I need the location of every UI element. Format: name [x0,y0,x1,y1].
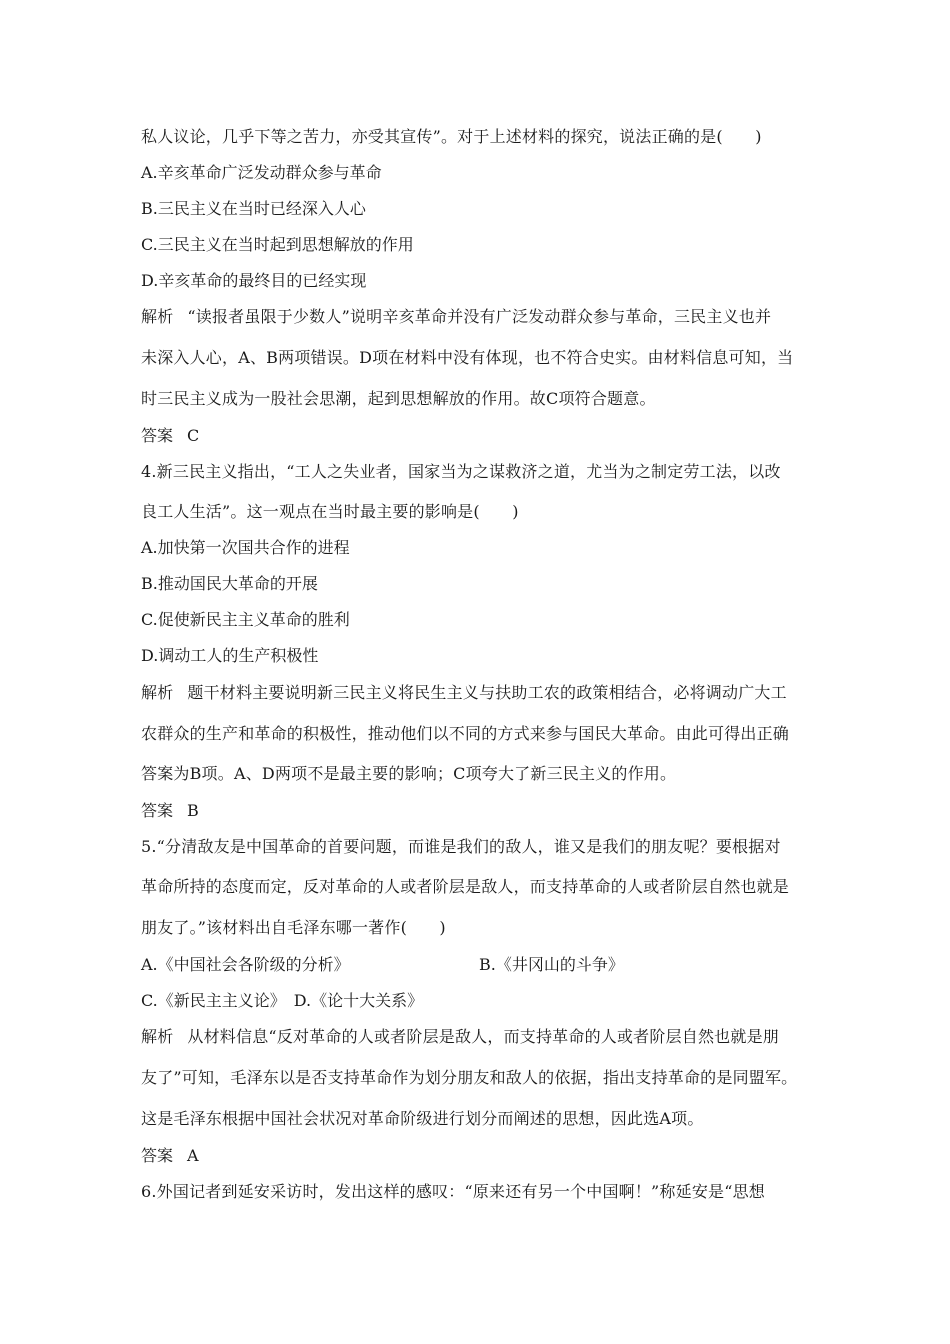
q5-stem-line-3: 朋友了。”该材料出自毛泽东哪一著作( ) [141,918,446,937]
q4-analysis-line-1 [141,683,787,703]
q3-answer [141,426,199,446]
q3-option-a: A.辛亥革命广泛发动群众参与革命 [141,163,382,182]
q5-analysis-line-1 [141,1027,779,1047]
q4-answer-label: 答案 [141,801,174,820]
q4-option-b: B.推动国民大革命的开展 [141,574,318,593]
q3-answer-value: C [187,426,200,445]
q5-analysis-text-1: 从材料信息“反对革命的人或者阶层是敌人，而支持革命的人或者阶层自然也就是朋 [187,1027,779,1046]
q5-answer [141,1146,199,1166]
q4-option-d: D.调动工人的生产积极性 [141,646,319,665]
q4-answer-value: B [187,801,199,820]
q5-answer-label: 答案 [141,1146,174,1165]
q4-analysis-label: 解析 [141,683,174,702]
q5-stem-line-1: 5.“分清敌友是中国革命的首要问题，而谁是我们的敌人，谁又是我们的朋友呢？要根据对 [141,837,781,856]
q3-analysis-line-1 [141,307,771,327]
q4-analysis-line-3: 答案为B项。A、D两项不是最主要的影响；C项夸大了新三民主义的作用。 [141,764,677,783]
q3-stem-end: 私人议论，几乎下等之苦力，亦受其宣传”。对于上述材料的探究，说法正确的是( ) [141,127,762,146]
q5-stem-line-2: 革命所持的态度而定，反对革命的人或者阶层是敌人，而支持革命的人或者阶层自然也就是 [141,877,790,896]
q5-option-a: A.《中国社会各阶级的分析》 [141,955,350,974]
q3-option-b: B.三民主义在当时已经深入人心 [141,199,366,218]
q5-analysis-line-3: 这是毛泽东根据中国社会状况对革命阶级进行划分而阐述的思想，因此选A项。 [141,1109,704,1128]
q5-answer-value: A [187,1146,199,1165]
q3-analysis-line-3: 时三民主义成为一股社会思潮，起到思想解放的作用。故C项符合题意。 [141,389,656,408]
q3-analysis-label: 解析 [141,307,174,326]
q3-analysis-text-1: “读报者虽限于少数人”说明辛亥革命并没有广泛发动群众参与革命，三民主义也并 [187,307,772,326]
q3-answer-label: 答案 [141,426,174,445]
q3-option-c: C.三民主义在当时起到思想解放的作用 [141,235,414,254]
q4-answer [141,801,199,821]
q4-analysis-text-1: 题干材料主要说明新三民主义将民生主义与扶助工农的政策相结合，必将调动广大工 [187,683,787,702]
q3-analysis-line-2: 未深入人心，A、B两项错误。D项在材料中没有体现，也不符合史实。由材料信息可知，当 [141,348,794,367]
q5-option-b: B.《井冈山的斗争》 [479,955,624,974]
q5-analysis-label: 解析 [141,1027,174,1046]
q4-analysis-line-2: 农群众的生产和革命的积极性，推动他们以不同的方式来参与国民大革命。由此可得出正确 [141,724,790,743]
q4-option-c: C.促使新民主主义革命的胜利 [141,610,350,629]
q4-option-a: A.加快第一次国共合作的进程 [141,538,350,557]
q3-option-d: D.辛亥革命的最终目的已经实现 [141,271,367,290]
q4-stem-line-1: 4.新三民主义指出，“工人之失业者，国家当为之谋救济之道，尤当为之制定劳工法，以改 [141,462,781,481]
q5-analysis-line-2: 友了”可知，毛泽东以是否支持革命作为划分朋友和敌人的依据，指出支持革命的是同盟军。 [141,1068,798,1087]
q6-stem-start: 6.外国记者到延安采访时，发出这样的感叹：“原来还有另一个中国啊！”称延安是“思想 [141,1182,766,1201]
q4-stem-line-2: 良工人生活”。这一观点在当时最主要的影响是( ) [141,502,519,521]
q5-option-cd: C.《新民主主义论》 D.《论十大关系》 [141,991,424,1010]
